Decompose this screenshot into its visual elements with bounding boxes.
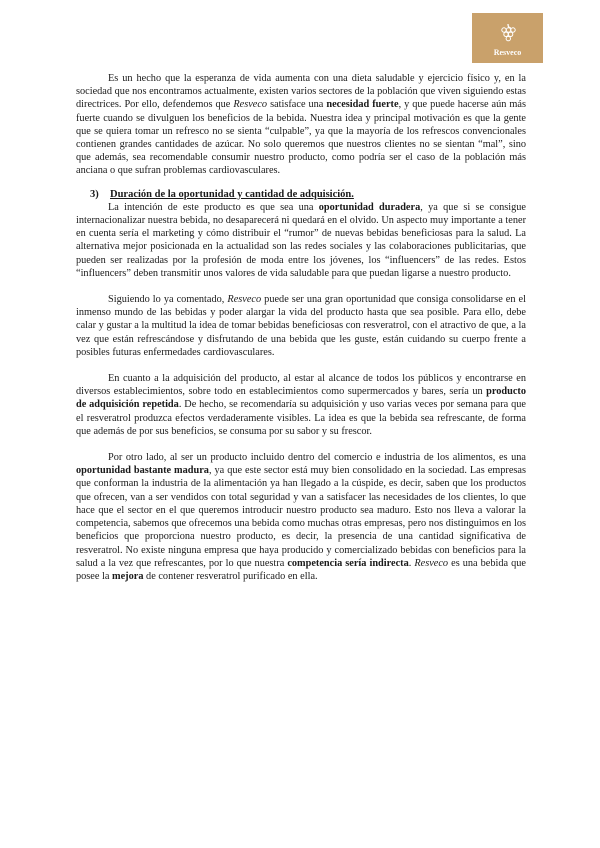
document-body bbox=[76, 72, 526, 583]
section-heading bbox=[90, 188, 526, 201]
paragraph-health-need: Es un hecho que la esperanza de vida aumenta con una dieta saludable y ejercicio físico y, en la sociedad que nos encontramos actualmente, existen varios sectores de la población que viven siguiendo estas directrices. Por ello, defendemos que Resveco satisface una necesidad fuerte, y que puede hacerse aún más fuerte cuando se divulguen los beneficios de la bebida. Nuestra idea y principal motivación es que la gente que se quiera tomar un refresco no se sienta “culpable”, ya que la mayoría de los refrescos convencionales contienen grandes cantidades de azúcar. No solo queremos que nuestros clientes no se sientan “mal”, sino que además, sea recomendable consumir nuestro producto, como podría ser el caso de la población más anciana o que sufran problemas cardiovasculares. bbox=[76, 73, 526, 177]
paragraph-acquisition: En cuanto a la adquisición del producto, al estar al alcance de todos los públicos y encontrarse en diversos establecimientos, sobre todo en establecimientos como supermercados y bares, sería un producto de adquisición repetida. De hecho, se recomendaría su adquisición y uso varias veces por semana para que el resveratrol produzca efectos verdaderamente visibles. La idea es que la bebida sea refrescante, de forma que además de por sus beneficios, se consuma por su sabor y su frescor. bbox=[76, 373, 526, 437]
logo-text: Resveco bbox=[493, 48, 522, 57]
paragraph-durable-opportunity: La intención de este producto es que sea una oportunidad duradera, ya que si se consigue internacionalizar nuestra bebida, no desaparecerá ni quedará en el olvido. Un aspecto muy importante a tener en cuenta sería el marketing y cómo distribuir el “rumor” de nuevas bebidas beneficiosas para la salud. La alternativa mejor posicionada en la actualidad son las redes sociales y las colaboraciones publicitarias, que pueden ser realizadas por la profesión de moda entre los jóvenes, los “influencers” de las redes. Estos “influencers” deben transmitir unos valores de vida saludable para que puedan ligarse a nuestro producto. bbox=[76, 201, 527, 279]
grape-icon bbox=[496, 21, 520, 45]
section-title: Duración de la oportunidad y cantidad de adquisición. bbox=[110, 188, 354, 200]
section-number: 3) bbox=[90, 188, 99, 200]
paragraph-consolidation: Siguiendo lo ya comentado, Resveco puede ser una gran oportunidad que consiga consolidarse en el inmenso mundo de las bebidas y poder alargar la vida del producto hasta que sea posible. Para ello, debe calar y gustar a la multitud la idea de tomar bebidas beneficiosas con resveratrol, con el atractivo de que, a la vez que están refrescándose y disfrutando de una bebida que les guste, están cuidando su cuerpo frente a posibles futuras enfermedades cardiovasculares. bbox=[76, 294, 526, 358]
paragraph-market-maturity: Por otro lado, al ser un producto incluido dentro del comercio e industria de los alimentos, es una oportunidad bastante madura, ya que este sector está muy bien consolidado en la sociedad. Las empresas que conforman la industria de la alimentación ya han llegado a la cúspide, es decir, saben que los productos que ofrecen, van a ser vendidos con total seguridad y van a satisfacer las necesidades de los clientes, lo que hace que el sector en el que queremos introducir nuestro producto sea maduro. Esto nos lleva a valorar la competencia, sabemos que ofrecemos una bebida como muchas otras empresas, pero nos distinguimos en los beneficios que proporciona nuestro producto, es decir, la presencia de una cantidad significativa de resveratrol. No existe ninguna empresa que haya producido y comercializado bebidas con beneficios para la salud a la vez que refrescantes, por lo que nuestra competencia sería indirecta. Resveco es una bebida que posee la mejora de contener resveratrol purificado en ella. bbox=[76, 452, 527, 582]
brand-logo bbox=[472, 13, 543, 63]
